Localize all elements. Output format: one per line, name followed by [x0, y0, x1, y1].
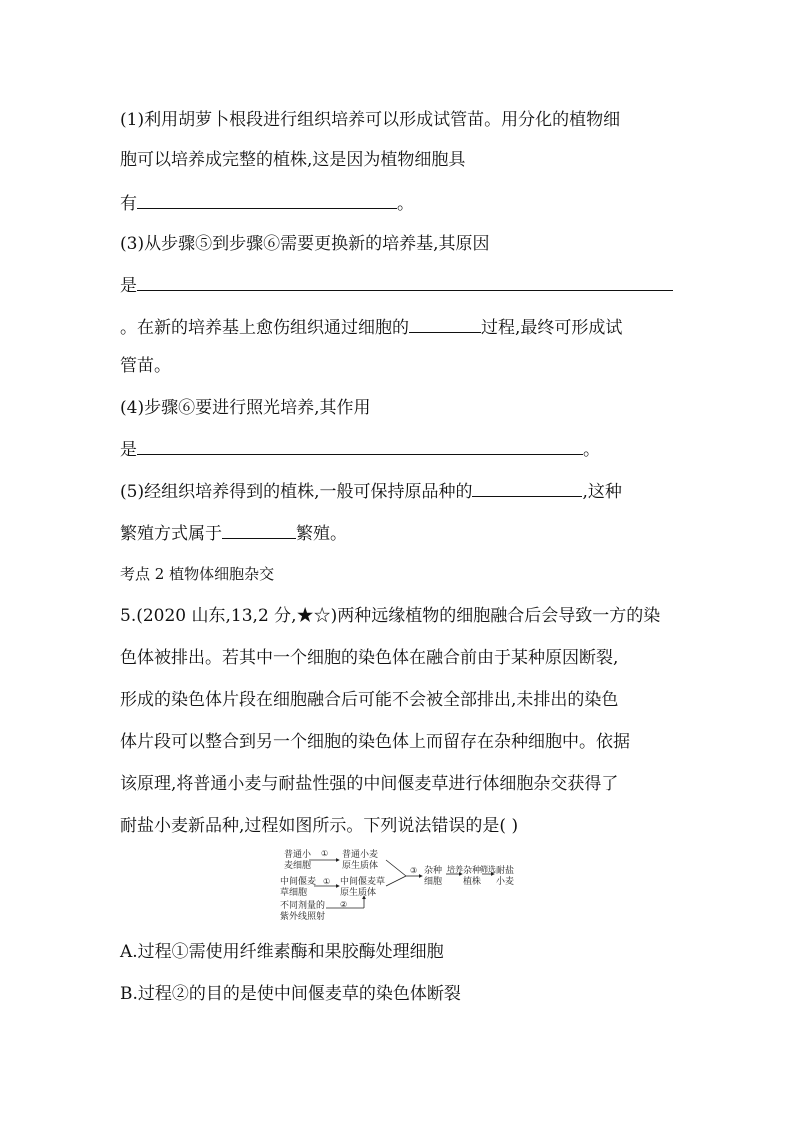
q3-line-2	[120, 272, 673, 298]
label-grass-cell-2: 草细胞	[280, 888, 308, 898]
q5a-suffix: ,这种	[582, 482, 622, 502]
question5-line-2: 色体被排出。若其中一个细胞的染色体在融合前由于某种原因断裂,	[120, 648, 619, 668]
step-3: ③	[410, 866, 418, 875]
q1-answer-blank[interactable]	[137, 190, 397, 209]
q1-line-2: 胞可以培养成完整的植株,这是因为植物细胞具	[120, 150, 466, 170]
label-hybrid-cell-2: 细胞	[424, 877, 443, 887]
question5-line-5: 该原理,将普通小麦与耐盐性强的中间偃麦草进行体细胞杂交获得了	[120, 774, 619, 794]
q5a-line2-prefix: 繁殖方式属于	[120, 524, 222, 544]
q4-prefix: 是	[120, 440, 137, 460]
label-wheat-cell-2: 麦细胞	[284, 861, 312, 871]
q5a-line-2	[120, 520, 347, 546]
label-uv-1: 不同剂量的	[280, 901, 326, 911]
label-hybrid-cell-1: 杂种	[424, 866, 443, 876]
question5-line-3: 形成的染色体片段在细胞融合后可能不会被全部排出,未排出的染色	[120, 690, 619, 710]
q1-prefix: 有	[120, 194, 137, 214]
label-hybrid-plant-1: 杂种	[463, 866, 482, 876]
q3-reason-blank[interactable]	[137, 272, 673, 291]
q5a-line-1	[120, 478, 622, 504]
question5-line-1: 5.(2020 山东,13,2 分,★☆)两种远缘植物的细胞融合后会导致一方的染	[120, 606, 661, 626]
label-culture: 培养	[447, 865, 463, 874]
section-title: 考点 2 植物体细胞杂交	[120, 565, 275, 583]
option-a[interactable]: A.过程①需使用纤维素酶和果胶酶处理细胞	[120, 942, 444, 962]
label-wheat-cell-1: 普通小	[284, 850, 312, 860]
q1-suffix: 。	[397, 194, 414, 214]
hybridization-flow-diagram	[276, 846, 516, 922]
step-2: ②	[340, 900, 348, 909]
q5a-prefix: (5)经组织培养得到的植株,一般可保持原品种的	[120, 482, 473, 502]
q5a-type-blank[interactable]	[222, 520, 296, 539]
q5a-trait-blank[interactable]	[472, 478, 582, 497]
q3-line-1: (3)从步骤⑤到步骤⑥需要更换新的培养基,其原因	[120, 234, 490, 254]
q4-answer-blank[interactable]	[137, 436, 583, 455]
q3-prefix: 是	[120, 276, 137, 296]
label-salt-wheat-1: 耐盐	[496, 866, 515, 876]
label-grass-protoplast-1: 中间偃麦草	[340, 877, 386, 887]
option-b[interactable]: B.过程②的目的是使中间偃麦草的染色体断裂	[120, 984, 461, 1004]
label-screen: 筛选	[480, 865, 496, 874]
step-1-lower: ①	[323, 877, 331, 886]
label-wheat-protoplast-2: 原生质体	[342, 861, 379, 871]
label-hybrid-plant-2: 植株	[463, 877, 482, 887]
q4-line-2	[120, 436, 600, 462]
q3-process-blank[interactable]	[409, 314, 481, 333]
label-wheat-protoplast-1: 普通小麦	[342, 850, 379, 860]
question5-line-4: 体片段可以整合到另一个细胞的染色体上而留存在杂种细胞中。依据	[120, 732, 630, 752]
q3-line-4: 管苗。	[120, 356, 171, 376]
q1-line-3	[120, 190, 414, 216]
label-grass-protoplast-2: 原生质体	[340, 888, 377, 898]
q4-line-1: (4)步骤⑥要进行照光培养,其作用	[120, 398, 371, 418]
q3-line3-prefix: 。在新的培养基上愈伤组织通过细胞的	[120, 318, 409, 338]
q3-line3-suffix: 过程,最终可形成试	[481, 318, 623, 338]
q5a-line2-suffix: 繁殖。	[296, 524, 347, 544]
question5-line-6: 耐盐小麦新品种,过程如图所示。下列说法错误的是( )	[120, 816, 519, 836]
q1-line-1: (1)利用胡萝卜根段进行组织培养可以形成试管苗。用分化的植物细	[120, 110, 621, 130]
label-grass-cell-1: 中间偃麦	[280, 877, 317, 887]
q3-line-3	[120, 314, 622, 340]
label-uv-2: 紫外线照射	[280, 912, 326, 922]
label-salt-wheat-2: 小麦	[496, 877, 515, 887]
step-1-upper: ①	[321, 849, 329, 858]
q4-suffix: 。	[583, 440, 600, 460]
